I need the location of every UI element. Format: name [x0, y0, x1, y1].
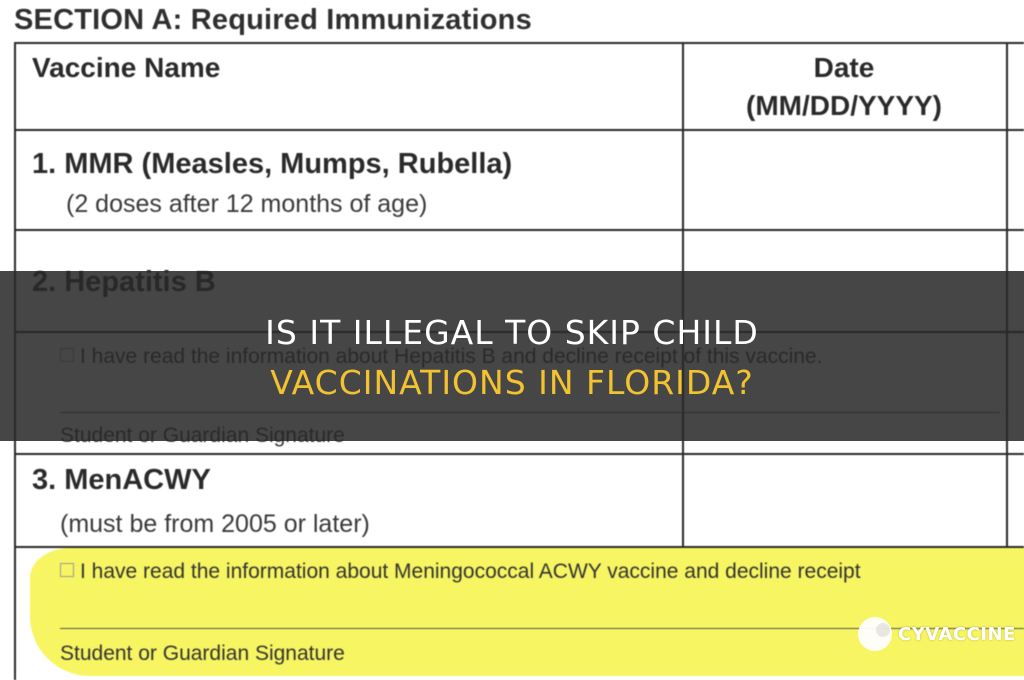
decline-checkbox[interactable] — [60, 563, 74, 577]
logo-icon — [858, 617, 892, 651]
declaration-text: I have read the information about Meningococcal ACWY vaccine and decline receipt — [60, 560, 861, 584]
vaccine-name: 3. MenACWY — [32, 464, 211, 496]
article-headline — [0, 308, 1024, 408]
vaccine-note: (2 doses after 12 months of age) — [66, 190, 428, 218]
signature-label: Student or Guardian Signature — [60, 642, 345, 665]
row-divider — [14, 229, 1024, 231]
brand-name: CYVACCINE — [898, 623, 1016, 645]
brand-logo — [858, 616, 1016, 652]
row-divider — [14, 453, 1024, 455]
headline-line-2: VACCINATIONS IN FLORIDA? — [270, 363, 754, 402]
headline-line-1: IS IT ILLEGAL TO SKIP CHILD — [265, 313, 759, 352]
section-title: SECTION A: Required Immunizations — [14, 4, 532, 36]
date-format-header: (MM/DD/YYYY) — [746, 90, 942, 121]
vaccine-note: (must be from 2005 or later) — [60, 510, 370, 538]
row-divider — [14, 129, 1024, 131]
vaccine-name-header: Vaccine Name — [32, 52, 221, 83]
table-top-border — [14, 42, 1024, 44]
vaccine-name: 1. MMR (Measles, Mumps, Rubella) — [32, 148, 513, 180]
date-header: Date — [813, 52, 875, 83]
